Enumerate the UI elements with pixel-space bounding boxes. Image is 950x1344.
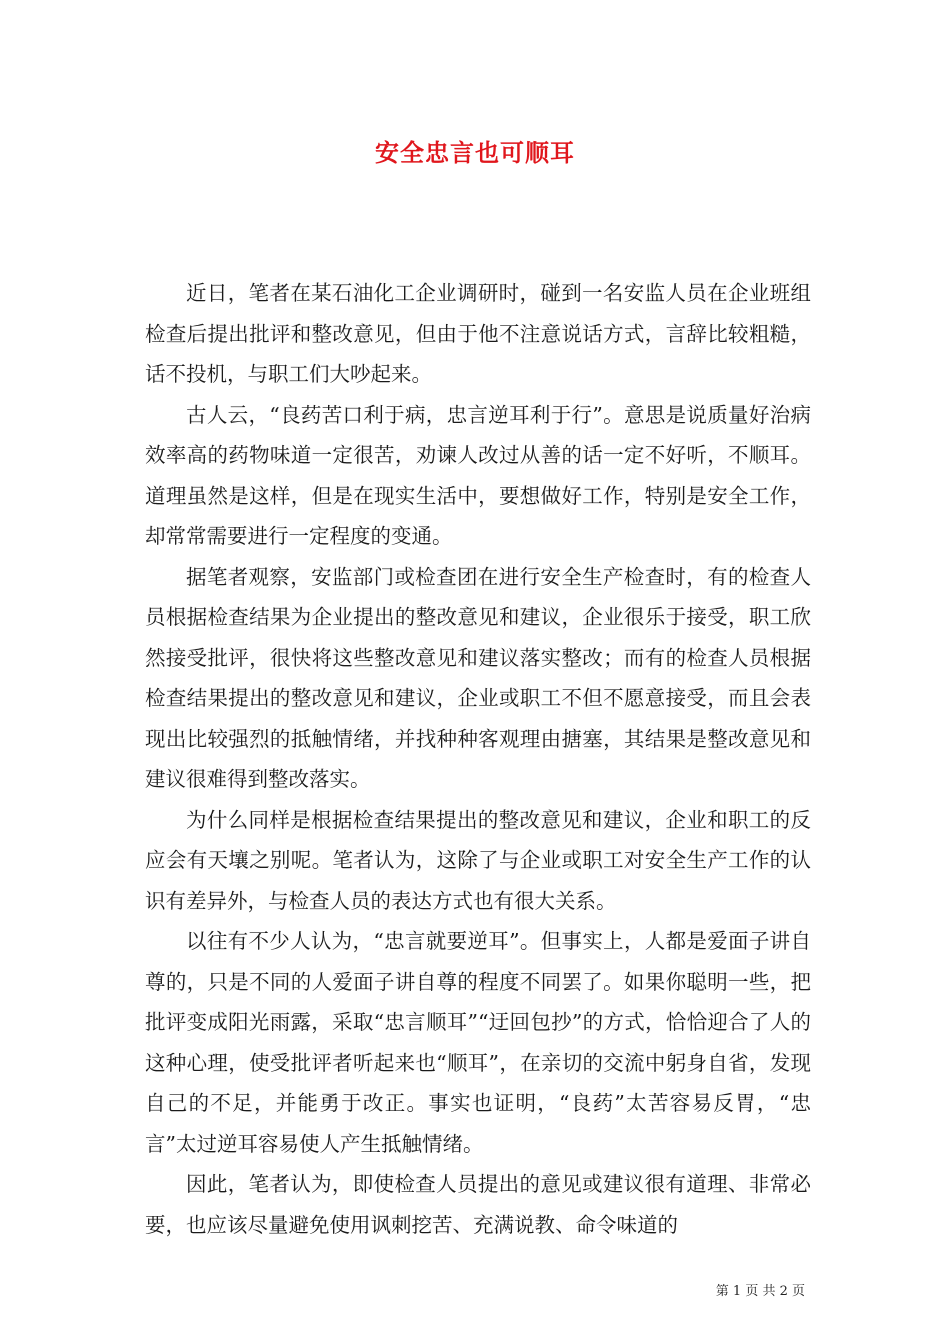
paragraph: 近日，笔者在某石油化工企业调研时，碰到一名安监人员在企业班组检查后提出批评和整改意见，但由于他不注意说话方式，言辞比较粗糙，话不投机，与职工们大吵起来。 (145, 281, 811, 386)
paragraph: 因此，笔者认为，即使检查人员提出的意见或建议很有道理、非常必要，也应该尽量避免使用讽刺挖苦、充满说教、命令味道的 (145, 1172, 811, 1237)
paragraph: 据笔者观察，安监部门或检查团在进行安全生产检查时，有的检查人员根据检查结果为企业提出的整改意见和建议，企业很乐于接受，职工欣然接受批评，很快将这些整改意见和建议落实整改；而有的检查人员根据检查结果提出的整改意见和建议，企业或职工不但不愿意接受，而且会表现出比较强烈的抵触情绪，并找种种客观理由搪塞，其结果是整改意见和建议很难得到整改落实。 (145, 564, 811, 791)
paragraph: 以往有不少人认为，“忠言就要逆耳”。但事实上，人都是爱面子讲自尊的，只是不同的人爱面子讲自尊的程度不同罢了。如果你聪明一些，把批评变成阳光雨露，采取“忠言顺耳”“迂回包抄”的方式，恰恰迎合了人的这种心理，使受批评者听起来也“顺耳”，在亲切的交流中躬身自省，发现自己的不足，并能勇于改正。事实也证明，“良药”太苦容易反胃，“忠言”太过逆耳容易使人产生抵触情绪。 (145, 929, 811, 1156)
document-title: 安全忠言也可顺耳 (375, 138, 575, 167)
page-number-footer: 第 1 页 共 2 页 (715, 1284, 805, 1299)
paragraph: 古人云，“良药苦口利于病，忠言逆耳利于行”。意思是说质量好治病效率高的药物味道一定很苦，劝谏人改过从善的话一定不好听，不顺耳。道理虽然是这样，但是在现实生活中，要想做好工作，特别是安全工作，却常常需要进行一定程度的变通。 (145, 402, 811, 548)
document-body (145, 273, 811, 1245)
paragraph: 为什么同样是根据检查结果提出的整改意见和建议，企业和职工的反应会有天壤之别呢。笔者认为，这除了与企业或职工对安全生产工作的认识有差异外，与检查人员的表达方式也有很大关系。 (145, 807, 811, 913)
